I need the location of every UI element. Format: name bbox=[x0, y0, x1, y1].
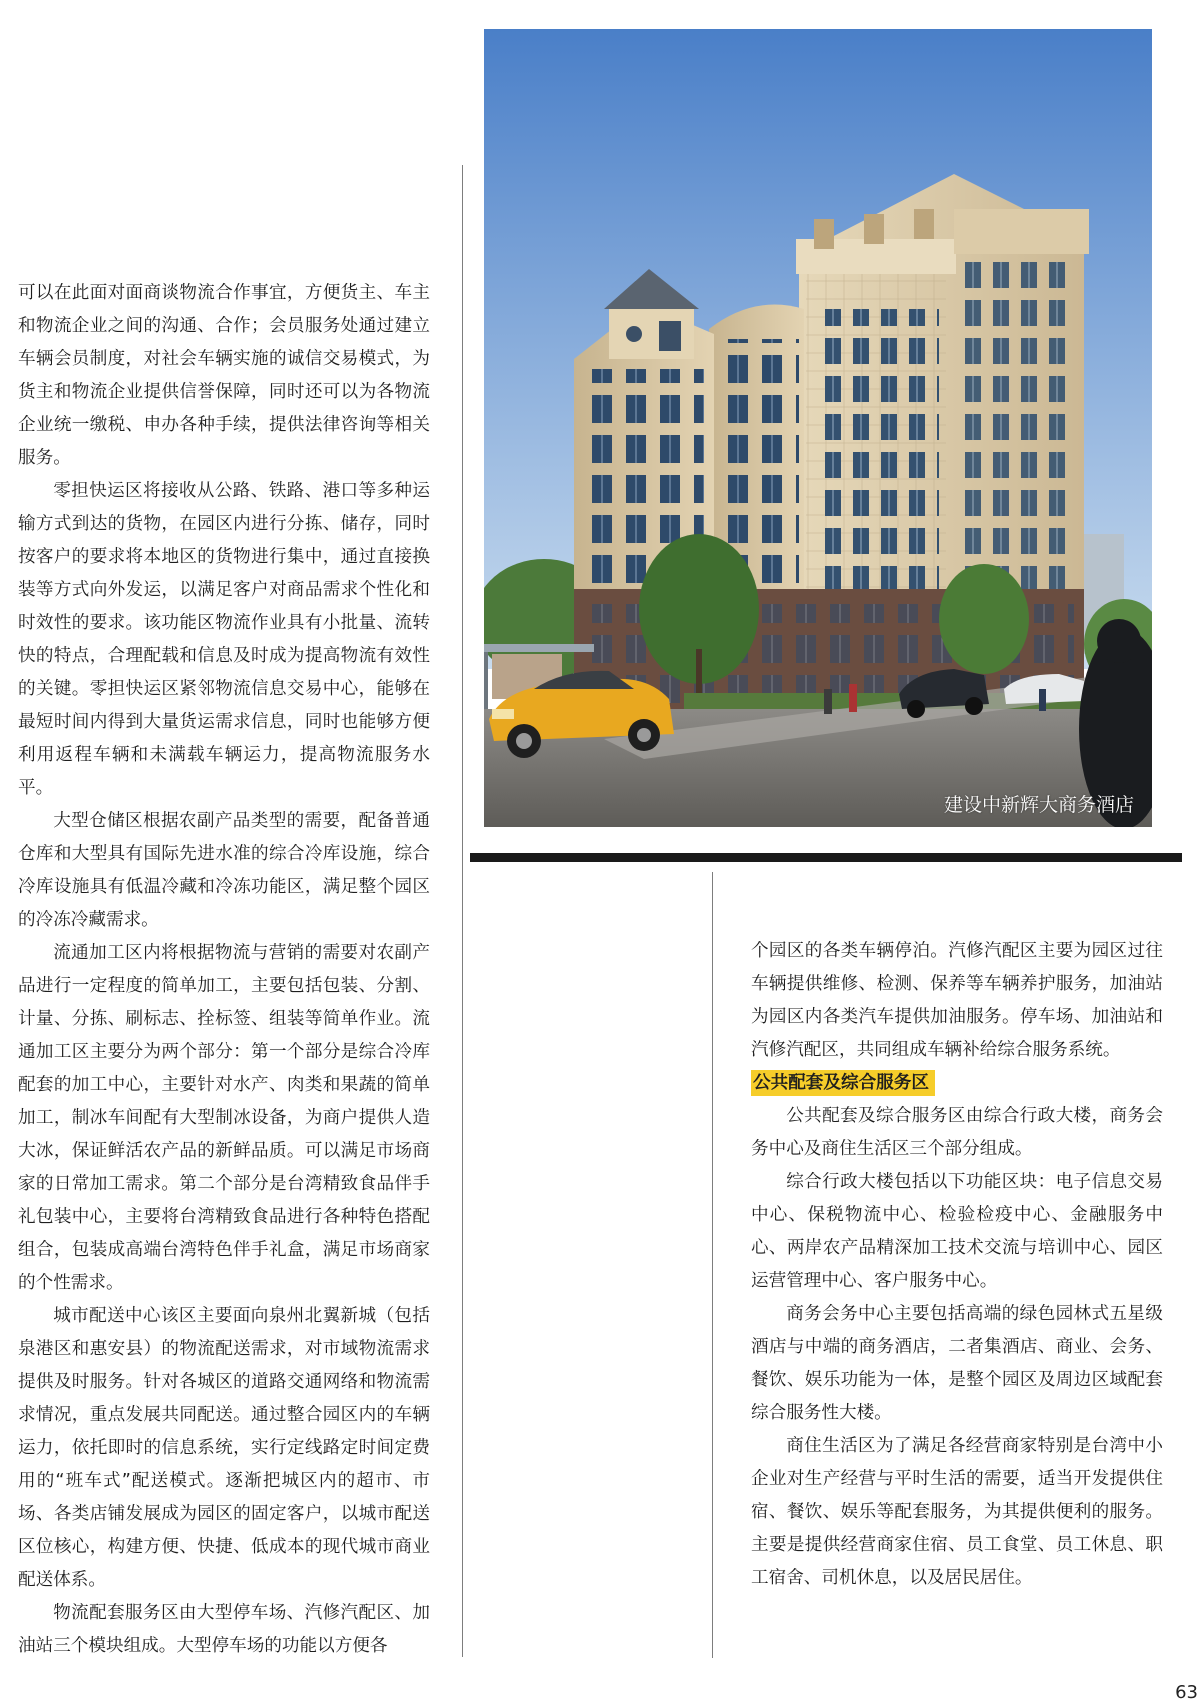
page-number: 63 bbox=[1175, 1682, 1198, 1703]
section-divider-bar bbox=[470, 853, 1182, 862]
right-text-column bbox=[751, 935, 1163, 1595]
paragraph: 零担快运区将接收从公路、铁路、港口等多种运输方式到达的货物，在园区内进行分拣、储存，同时按客户的要求将本地区的货物进行集中，通过直接换装等方式向外发运，以满足客户对商品需求个性化和时效性的要求。该功能区物流作业具有小批量、流转快的特点，合理配载和信息及时成为提高物流有效性的关键。零担快运区紧邻物流信息交易中心，能够在最短时间内得到大量货运需求信息，同时也能够方便利用返程车辆和未满载车辆运力，提高物流服务水平。 bbox=[18, 481, 430, 798]
paragraph: 大型仓储区根据农副产品类型的需要，配备普通仓库和大型具有国际先进水准的综合冷库设施，综合冷库设施具有低温冷藏和冷冻功能区，满足整个园区的冷冻冷藏需求。 bbox=[18, 811, 430, 930]
paragraph: 个园区的各类车辆停泊。汽修汽配区主要为园区过往车辆提供维修、检测、保养等车辆养护服务，加油站为园区内各类汽车提供加油服务。停车场、加油站和汽修汽配区，共同组成车辆补给综合服务系统。 bbox=[751, 941, 1163, 1060]
section-heading-wrap bbox=[751, 1067, 1163, 1100]
left-text-column bbox=[18, 277, 430, 1663]
left-column-rule bbox=[462, 165, 463, 1657]
section-heading: 公共配套及综合服务区 bbox=[751, 1070, 935, 1096]
paragraph: 可以在此面对面商谈物流合作事宜，方便货主、车主和物流企业之间的沟通、合作；会员服务处通过建立车辆会员制度，对社会车辆实施的诚信交易模式，为货主和物流企业提供信誉保障，同时还可以为各物流企业统一缴税、申办各种手续，提供法律咨询等相关服务。 bbox=[18, 283, 430, 468]
paragraph: 商务会务中心主要包括高端的绿色园林式五星级酒店与中端的商务酒店，二者集酒店、商业、会务、餐饮、娱乐功能为一体，是整个园区及周边区域配套综合服务性大楼。 bbox=[751, 1304, 1163, 1423]
paragraph: 公共配套及综合服务区由综合行政大楼，商务会务中心及商住生活区三个部分组成。 bbox=[751, 1106, 1163, 1159]
hotel-photo bbox=[484, 29, 1152, 827]
paragraph: 城市配送中心该区主要面向泉州北翼新城（包括泉港区和惠安县）的物流配送需求，对市域物流需求提供及时服务。针对各城区的道路交通网络和物流需求情况，重点发展共同配送。通过整合园区内的车辆运力，依托即时的信息系统，实行定线路定时间定费用的“班车式”配送模式。逐渐把城区内的超市、市场、各类店铺发展成为园区的固定客户，以城市配送区位核心，构建方便、快捷、低成本的现代城市商业配送体系。 bbox=[18, 1306, 430, 1590]
photo-caption: 建设中新辉大商务酒店 bbox=[943, 794, 1134, 816]
right-column-rule bbox=[712, 872, 713, 1658]
hotel-illustration bbox=[484, 29, 1152, 827]
paragraph: 商住生活区为了满足各经营商家特别是台湾中小企业对生产经营与平时生活的需要，适当开发提供住宿、餐饮、娱乐等配套服务，为其提供便利的服务。主要是提供经营商家住宿、员工食堂、员工休息、职工宿舍、司机休息，以及居民居住。 bbox=[751, 1436, 1163, 1588]
paragraph: 物流配套服务区由大型停车场、汽修汽配区、加油站三个模块组成。大型停车场的功能以方便各 bbox=[18, 1603, 430, 1656]
paragraph: 综合行政大楼包括以下功能区块：电子信息交易中心、保税物流中心、检验检疫中心、金融服务中心、两岸农产品精深加工技术交流与培训中心、园区运营管理中心、客户服务中心。 bbox=[751, 1172, 1163, 1291]
paragraph: 流通加工区内将根据物流与营销的需要对农副产品进行一定程度的简单加工，主要包括包装、分割、计量、分拣、刷标志、拴标签、组装等简单作业。流通加工区主要分为两个部分：第一个部分是综合冷库配套的加工中心，主要针对水产、肉类和果蔬的简单加工，制冰车间配有大型制冰设备，为商户提供人造大冰，保证鲜活农产品的新鲜品质。可以满足市场商家的日常加工需求。第二个部分是台湾精致食品伴手礼包装中心，主要将台湾精致食品进行各种特色搭配组合，包装成高端台湾特色伴手礼盒，满足市场商家的个性需求。 bbox=[18, 943, 430, 1293]
